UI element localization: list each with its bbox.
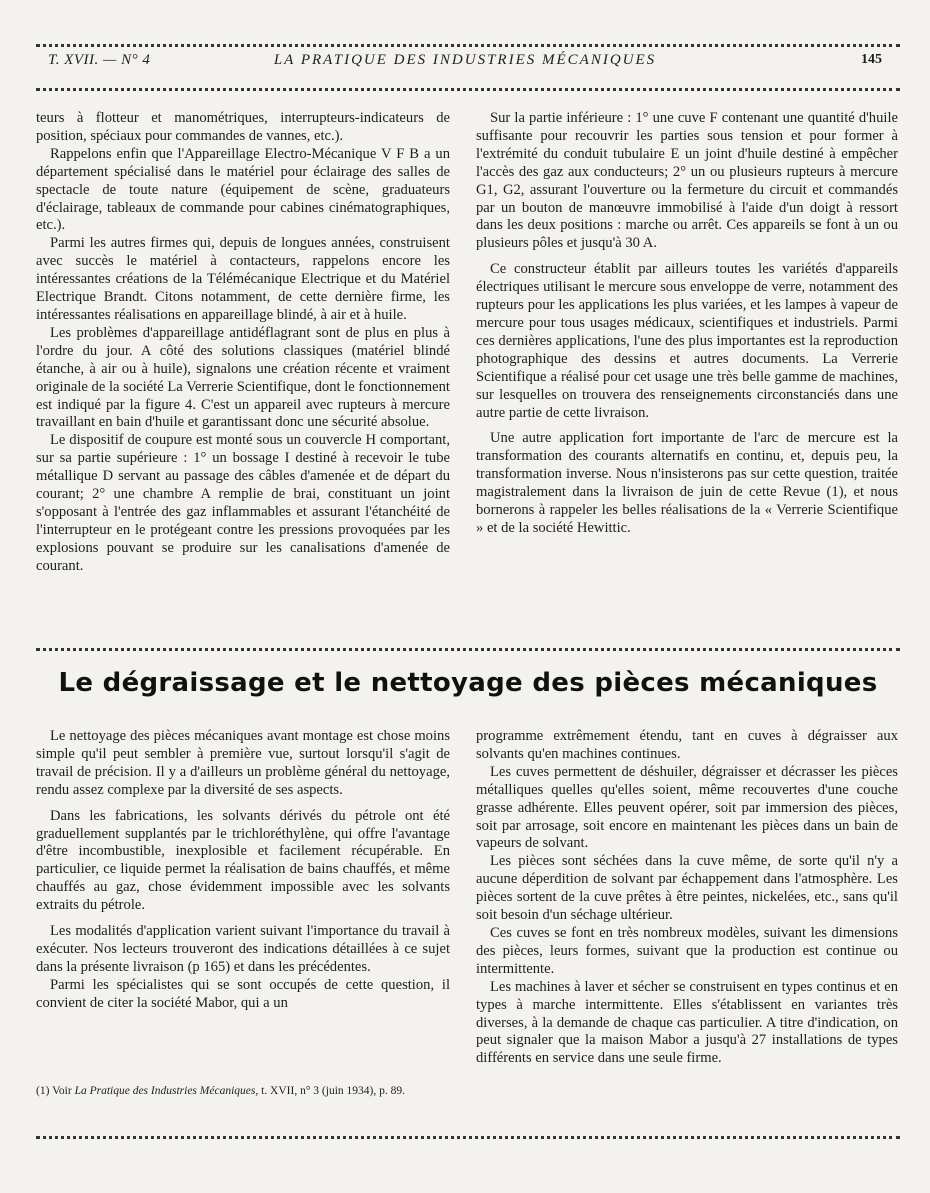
bottom-right-column	[476, 728, 898, 1068]
paragraph: Les problèmes d'appareillage antidéflagrant sont de plus en plus à l'ordre du jour. A côté des solutions classiques (matériel blindé étanche, à air ou à huile), signalons une création récente et vraiment originale de la société La Verrerie Scientifique, dont le fonctionnement est indiqué par la figure 4. C'est un appareil avec rupteurs à mercure travaillant en bain d'huile et garantissant donc une sécurité absolue.	[36, 324, 450, 431]
paragraph: Rappelons enfin que l'Appareillage Electro-Mécanique V F B a un département spécialisé dans le matériel pour éclairage des salles de spectacle de toute nature (équipement de scène, graduateurs d'éclairage, tableaux de commande pour cabines cinématographiques, etc.).	[36, 145, 450, 234]
footnote-reference: , t. XVII, n° 3 (juin 1934), p. 89.	[255, 1085, 405, 1097]
page-number: 145	[861, 52, 882, 67]
running-head	[48, 52, 882, 76]
paragraph: Une autre application fort importante de l'arc de mercure est la transformation des courants alternatifs en continu, et, depuis peu, la transformation inverse. Nous n'insisterons pas sur cette question, traitée magistralement dans la livraison de juin de cette Revue (1), et nous bornerons à rappeler les belles réalisations de la « Verrerie Scientifique » et de la société Hewittic.	[476, 430, 898, 536]
journal-title: LA PRATIQUE DES INDUSTRIES MÉCANIQUES	[273, 52, 657, 68]
paragraph: Le dispositif de coupure est monté sous un couvercle H comportant, sur sa partie supérieure : 1° un bossage I destiné à recevoir le tube métallique D servant au passage des câbles d'amenée et de départ du courant; 2° une chambre A remplie de brai, constituant un joint s'opposant à l'entrée des gaz inflammables et assurant l'étanchéité de l'interrupteur en le protégeant contre les pressions provoquées par les explosions pouvant se produire sur les canalisations d'amenée de courant.	[36, 432, 450, 574]
paragraph: Ce constructeur établit par ailleurs toutes les variétés d'appareils électriques utilisant le mercure sous enveloppe de verre, notamment des rupteurs pour les applications les plus variées, et les lampes à vapeur de mercure pour tous usages médicaux, scientifiques et industriels. Parmi ces dernières applications, l'une des plus importantes est la reproduction photographique des dessins et autres documents. La Verrerie Scientifique a réalisé pour cet usage une très belle gamme de machines, sur lesquelles on trouvera des renseignements circonstanciés dans une autre partie de cette livraison.	[476, 261, 898, 421]
bottom-left-column	[36, 728, 450, 1013]
paragraph: Les modalités d'application varient suivant l'importance du travail à exécuter. Nos lecteurs trouveront des indications détaillées à ce sujet dans la présente livraison (p 165) et dans les précédentes.	[36, 923, 450, 975]
paragraph: programme extrêmement étendu, tant en cuves à dégraisser aux solvants qu'en machines continues.	[476, 728, 898, 762]
paragraph: Les pièces sont séchées dans la cuve même, de sorte qu'il n'y a aucune déperdition de solvant par échappement dans l'atmosphère. Les pièces sortent de la cuve prêtes à être peintes, nickelées, etc., sans qu'il soit besoin d'un séchage ultérieur.	[476, 853, 898, 924]
footnote-marker: (1) Voir	[36, 1085, 75, 1097]
paragraph: Parmi les spécialistes qui se sont occupés de cette question, il convient de citer la société Mabor, qui a un	[36, 976, 450, 1011]
volume-number: T. XVII. — N° 4	[48, 52, 151, 68]
paragraph: Le nettoyage des pièces mécaniques avant montage est chose moins simple qu'il peut sembler à première vue, surtout lorsqu'il s'agit de travail de précision. Il y a d'ailleurs un problème général du nettoyage, rendu assez complexe par la diversité de ses aspects.	[36, 728, 450, 798]
footnote	[36, 1084, 448, 1099]
paragraph: Sur la partie inférieure : 1° une cuve F contenant une quantité d'huile suffisante pour recouvrir les parties sous tension et pour former à l'extrémité du conduit tubulaire E un joint d'huile destiné à empêcher l'accès des gaz aux conducteurs; 2° un ou plusieurs rupteurs à mercure G1, G2, assurant l'ouverture ou la fermeture du circuit et commandés par un bouton de manœuvre immobilisé à l'aide d'un doigt à ressort dans les deux positions : marche ou arrêt. Ces appareils se font à un ou plusieurs pôles et jusqu'à 30 A.	[476, 110, 898, 252]
header-dotted-rule	[36, 88, 900, 91]
paragraph: Parmi les autres firmes qui, depuis de longues années, construisent avec succès le matériel à contacteurs, rappelons encore les intéressantes créations de la Télémécanique Electrique et du Matériel Electrique Brandt. Citons notamment, de cette dernière firme, les intéressantes réalisations en appareillage blindé, à air et à huile.	[36, 235, 450, 323]
paragraph: teurs à flotteur et manométriques, interrupteurs-indicateurs de position, spéciaux pour commandes de vannes, etc.).	[36, 110, 450, 144]
paragraph: Dans les fabrications, les solvants dérivés du pétrole ont été graduellement supplantés par le trichloréthylène, qui offre l'avantage d'être incombustible, inexplosible et facilement récupérable. En particulier, ce liquide permet la réalisation de bains chauffés, et même chauffés au gaz, chose évidemment impossible avec les solvants extraits du pétrole.	[36, 807, 450, 914]
section-dotted-rule	[36, 648, 900, 651]
top-left-column	[36, 110, 450, 576]
footnote-journal-title: La Pratique des Industries Mécaniques	[74, 1085, 256, 1097]
paragraph: Les cuves permettent de déshuiler, dégraisser et décrasser les pièces métalliques quelles qu'elles soient, même recouvertes d'une couche grasse adhérente. Elles peuvent opérer, soit par immersion des pièces, soit par arrosage, soit encore en maintenant les pièces dans un bain de vapeurs de solvant.	[476, 763, 898, 852]
paragraph: Ces cuves se font en très nombreux modèles, suivant les dimensions des pièces, leurs formes, suivant que la production est continue ou intermittente.	[476, 924, 898, 977]
bottom-dotted-rule	[36, 1136, 900, 1139]
paragraph: Les machines à laver et sécher se construisent en types continus et en types à marche intermittente. Elles s'établissent en variantes très diverses, à la demande de chaque cas particulier. A titre d'indication, on peut signaler que la maison Mabor a jusqu'à 27 installations de types différents en service dans une seule firme.	[476, 978, 898, 1067]
top-right-column	[476, 110, 898, 538]
article-title: Le dégraissage et le nettoyage des pièces mécaniques	[58, 668, 878, 698]
top-dotted-rule	[36, 44, 900, 47]
